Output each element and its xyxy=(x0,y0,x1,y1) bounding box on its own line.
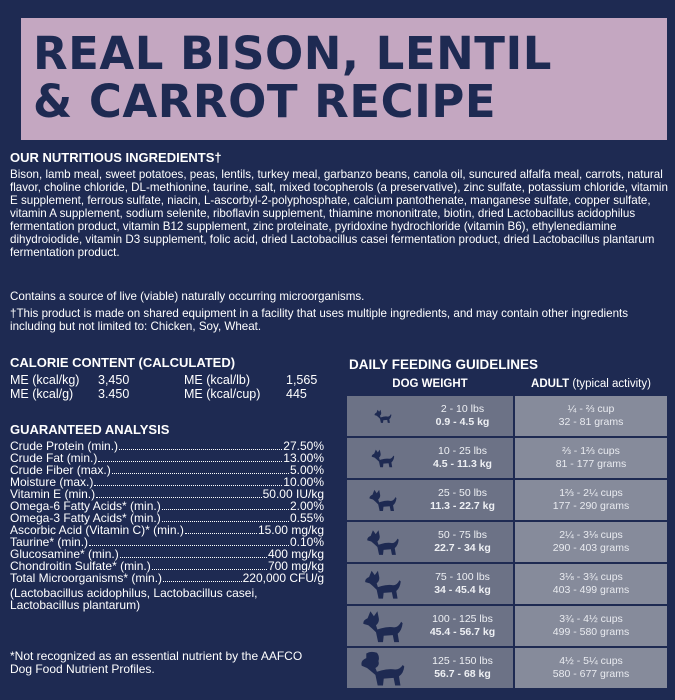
calorie-label: ME (kcal/lb) xyxy=(184,373,250,387)
analysis-value: 13.00% xyxy=(283,451,324,465)
feeding-row xyxy=(347,564,667,604)
dog-weight-cell xyxy=(347,648,513,688)
analysis-value: 220,000 CFU/g xyxy=(242,571,324,585)
dog-weight-cell xyxy=(347,438,513,478)
weight-kg: 0.9 - 4.5 kg xyxy=(435,416,490,428)
amount-cups: 1⅔ - 2¼ cups xyxy=(559,487,623,499)
analysis-label: Total Microorganisms* (min.) xyxy=(10,571,163,585)
analysis-value: 700 mg/kg xyxy=(267,559,324,573)
analysis-label: Taurine* (min.) xyxy=(10,535,89,549)
amount-grams: 580 - 677 grams xyxy=(552,668,630,680)
weight-kg: 34 - 45.4 kg xyxy=(434,584,491,596)
amount-grams: 177 - 290 grams xyxy=(552,500,630,512)
feeding-row xyxy=(347,522,667,562)
weight-range xyxy=(412,606,513,646)
dog-silhouette-icon xyxy=(371,448,395,468)
calorie-value: 3.450 xyxy=(98,387,130,401)
weight-range xyxy=(412,564,513,604)
calorie-heading: CALORIE CONTENT (CALCULATED) xyxy=(10,355,236,370)
analysis-label: Crude Protein (min.) xyxy=(10,439,119,453)
weight-lbs: 50 - 75 lbs xyxy=(437,529,488,541)
amount-grams: 32 - 81 grams xyxy=(558,416,624,428)
leader-dots xyxy=(163,581,242,582)
adult-amount-cell xyxy=(515,564,667,604)
ingredients-heading: OUR NUTRITIOUS INGREDIENTS† xyxy=(10,150,222,165)
weight-lbs: 10 - 25 lbs xyxy=(437,445,488,457)
amount-cups: 3⅛ - 3¾ cups xyxy=(559,571,623,583)
weight-lbs: 125 - 150 lbs xyxy=(432,655,493,667)
analysis-value: 5.00% xyxy=(289,463,324,477)
weight-range xyxy=(412,522,513,562)
ingredients-text: Bison, lamb meal, sweet potatoes, peas, lentils, turkey meal, garbanzo beans, canola oil, suncured alfalfa meal, carrots, natural flavor, choline chloride, DL-methionine, taurine, salt, mixed tocopherols (a preservative), zinc sulfate, potassium chloride, vitamin E supplement, ferrous sulfate, niacin, L-ascorbyl-2-polyphosphate, calcium pantothenate, manganese sulfate, copper sulfate, vitamin A supplement, sodium selenite, riboflavin supplement, thiamine mononitrate, biotin, dried Lactobacillus acidophilus fermentation product, vitamin B12 supplement, zinc proteinate, pyridoxine hydrochloride (vitamin B6), ethylenediamine dihydroiodide, vitamin D3 supplement, folic acid, dried Lactobacillus casei fermentation product, dried Lactobacillus plantarum fermentation product. xyxy=(10,168,668,259)
calorie-label: ME (kcal/g) xyxy=(10,387,74,401)
amount-cups: ⅔ - 1⅔ cups xyxy=(562,445,620,457)
analysis-value: 2.00% xyxy=(289,499,324,513)
weight-lbs: 75 - 100 lbs xyxy=(435,571,490,583)
dog-weight-cell xyxy=(347,606,513,646)
calorie-value: 1,565 xyxy=(286,373,318,387)
weight-kg: 4.5 - 11.3 kg xyxy=(433,458,492,470)
feeding-row xyxy=(347,396,667,436)
activity-label: (typical activity) xyxy=(572,378,651,390)
leader-dots xyxy=(112,473,289,474)
feeding-row xyxy=(347,606,667,646)
calorie-value: 3,450 xyxy=(98,373,130,387)
dog-silhouette-icon xyxy=(364,568,402,600)
analysis-value: 15.00 mg/kg xyxy=(257,523,324,537)
analysis-label: Crude Fat (min.) xyxy=(10,451,98,465)
amount-grams: 81 - 177 grams xyxy=(555,458,627,470)
weight-range xyxy=(412,648,513,688)
weight-kg: 56.7 - 68 kg xyxy=(434,668,491,680)
dog-weight-column-header: DOG WEIGHT xyxy=(392,378,468,390)
analysis-value: 50.00 IU/kg xyxy=(262,487,324,501)
leader-dots xyxy=(162,521,289,522)
analysis-row xyxy=(10,572,324,584)
adult-amount-cell xyxy=(515,522,667,562)
adult-amount-cell xyxy=(515,648,667,688)
analysis-label: Crude Fiber (max.) xyxy=(10,463,111,477)
dog-weight-cell xyxy=(347,564,513,604)
feeding-row xyxy=(347,438,667,478)
leader-dots xyxy=(162,509,289,510)
amount-cups: 4½ - 5¼ cups xyxy=(559,655,623,667)
weight-range xyxy=(412,396,513,436)
analysis-value: 0.10% xyxy=(289,535,324,549)
weight-kg: 11.3 - 22.7 kg xyxy=(430,500,495,512)
analysis-label: Moisture (max.) xyxy=(10,475,94,489)
leader-dots xyxy=(89,545,289,546)
adult-amount-cell xyxy=(515,396,667,436)
amount-grams: 403 - 499 grams xyxy=(552,584,630,596)
dog-silhouette-icon xyxy=(369,488,398,512)
analysis-value: 0.55% xyxy=(289,511,324,525)
microorganism-species-2: Lactobacillus plantarum) xyxy=(10,598,141,612)
amount-cups: 2¼ - 3⅛ cups xyxy=(559,529,623,541)
analysis-value: 400 mg/kg xyxy=(267,547,324,561)
probiotic-statement: Contains a source of live (viable) naturally occurring microorganisms. xyxy=(10,290,365,303)
dog-weight-cell xyxy=(347,522,513,562)
analysis-label: Vitamin E (min.) xyxy=(10,487,96,501)
amount-grams: 499 - 580 grams xyxy=(552,626,630,638)
analysis-label: Omega-3 Fatty Acids* (min.) xyxy=(10,511,161,525)
title-line-2: & CARROT RECIPE xyxy=(33,75,497,128)
feeding-row xyxy=(347,480,667,520)
weight-lbs: 100 - 125 lbs xyxy=(432,613,493,625)
adult-column-header xyxy=(515,378,667,391)
amount-cups: 3¾ - 4½ cups xyxy=(559,613,623,625)
analysis-label: Ascorbic Acid (Vitamin C)* (min.) xyxy=(10,523,184,537)
weight-range xyxy=(412,480,513,520)
dog-silhouette-icon xyxy=(360,649,406,687)
title-line-1: REAL BISON, LENTIL xyxy=(33,27,552,80)
leader-dots xyxy=(185,533,257,534)
analysis-value: 10.00% xyxy=(283,475,324,489)
calorie-label: ME (kcal/cup) xyxy=(184,387,261,401)
amount-cups: ¼ - ⅔ cup xyxy=(567,403,615,415)
analysis-label: Omega-6 Fatty Acids* (min.) xyxy=(10,499,161,513)
weight-kg: 22.7 - 34 kg xyxy=(434,542,491,554)
amount-grams: 290 - 403 grams xyxy=(552,542,630,554)
microorganism-species-1: (Lactobacillus acidophilus, Lactobacillus casei, xyxy=(10,586,258,600)
dog-silhouette-icon xyxy=(374,409,392,424)
analysis-label: Chondroitin Sulfate* (min.) xyxy=(10,559,151,573)
analysis-heading: GUARANTEED ANALYSIS xyxy=(10,422,170,437)
feeding-heading: DAILY FEEDING GUIDELINES xyxy=(349,357,539,372)
leader-dots xyxy=(119,449,282,450)
leader-dots xyxy=(152,569,267,570)
shared-equipment-note: †This product is made on shared equipment in a facility that uses multiple ingredients, and may contain other ingredients including but not limited to: Chicken, Soy, Wheat. xyxy=(10,307,629,333)
adult-label: ADULT xyxy=(531,378,570,390)
adult-amount-cell xyxy=(515,606,667,646)
weight-range xyxy=(412,438,513,478)
analysis-value: 27.50% xyxy=(283,439,324,453)
weight-lbs: 2 - 10 lbs xyxy=(440,403,485,415)
dog-silhouette-icon xyxy=(366,528,400,556)
adult-amount-cell xyxy=(515,480,667,520)
weight-kg: 45.4 - 56.7 kg xyxy=(429,626,496,638)
leader-dots xyxy=(94,485,282,486)
dog-weight-cell xyxy=(347,396,513,436)
dog-weight-cell xyxy=(347,480,513,520)
adult-amount-cell xyxy=(515,438,667,478)
leader-dots xyxy=(98,461,282,462)
leader-dots xyxy=(96,497,261,498)
calorie-label: ME (kcal/kg) xyxy=(10,373,80,387)
calorie-value: 445 xyxy=(286,387,307,401)
analysis-label: Glucosamine* (min.) xyxy=(10,547,119,561)
dog-silhouette-icon xyxy=(362,609,404,644)
feeding-row xyxy=(347,648,667,688)
leader-dots xyxy=(120,557,267,558)
weight-lbs: 25 - 50 lbs xyxy=(437,487,488,499)
aafco-footnote: *Not recognized as an essential nutrient by the AAFCO Dog Food Nutrient Profiles. xyxy=(10,649,303,676)
title-banner xyxy=(21,18,667,140)
